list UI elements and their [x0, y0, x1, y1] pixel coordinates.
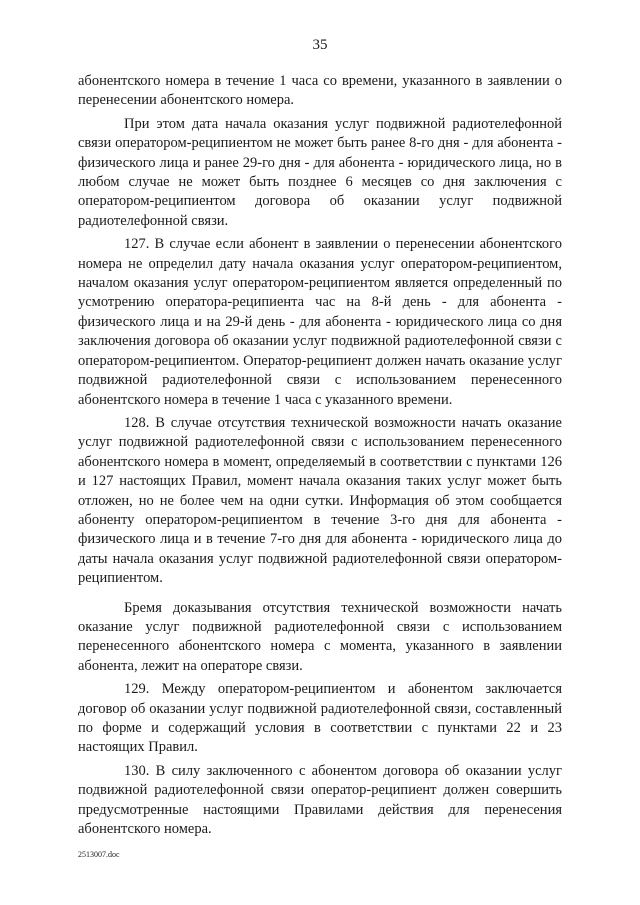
- paragraph-128: 128. В случае отсутствия технической возможности начать оказание услуг подвижной радиотелефонной связи с использованием перенесенного абонентского номера в момент, определяемый в соответствии с пунктами 126 и 127 настоящих Правил, момент начала оказания таких услуг может быть отложен, но не более чем на одни сутки. Информация об этом сообщается абоненту оператором-реципиентом в течение 3-го дня для абонента - физического лица и в течение 7-го дня для абонента - юридического лица до даты начала оказания услуг подвижной радиотелефонной связи оператором-реципиентом.: [78, 414, 562, 587]
- paragraph-127: 127. В случае если абонент в заявлении о перенесении абонентского номера не определил дату начала оказания услуг оператором-реципиентом, началом оказания услуг оператором-реципиентом является определенный по усмотрению оператора-реципиента час на 8-й день - для абонента - физического лица и на 29-й день - для абонента - юридического лица со дня заключения договора об оказании услуг подвижной радиотелефонной связи с оператором-реципиентом. Оператор-реципиент должен начать оказание услуг подвижной радиотелефонной связи с использованием перенесенного абонентского номера в течение 1 часа с указанного времени.: [78, 236, 562, 408]
- paragraph-burden-of-proof: Бремя доказывания отсутствия технической возможности начать оказание услуг подвижной радиотелефонной связи с использованием перенесенного абонентского номера с момента, указанного в заявлении абонента, лежит на операторе связи.: [78, 599, 562, 674]
- paragraph-129: 129. Между оператором-реципиентом и абонентом заключается договор об оказании услуг подвижной радиотелефонной связи, составленный по форме и содержащий условия в соответствии с пунктами 22 и 23 настоящих Правил.: [78, 681, 562, 756]
- page-number: 35: [312, 37, 328, 53]
- footer-filename: 2513007.doc: [78, 850, 120, 859]
- paragraph-130: 130. В силу заключенного с абонентом договора об оказании услуг подвижной радиотелефонной связи оператор-реципиент должен совершить предусмотренные настоящими Правилами действия для перенесения абонентского номера.: [78, 762, 562, 838]
- document-body: [78, 72, 562, 839]
- paragraph-continuation: абонентского номера в течение 1 часа со времени, указанного в заявлении о перенесении абонентского номера.: [78, 73, 562, 109]
- paragraph-start-date-rule: При этом дата начала оказания услуг подвижной радиотелефонной связи оператором-реципиентом не может быть ранее 8-го дня - для абонента - физического лица и ранее 29-го дня - для абонента - юридического лица, но в любом случае не может быть позднее 6 месяцев со дня заключения с оператором-реципиентом договора об оказании услуг подвижной радиотелефонной связи.: [78, 115, 562, 229]
